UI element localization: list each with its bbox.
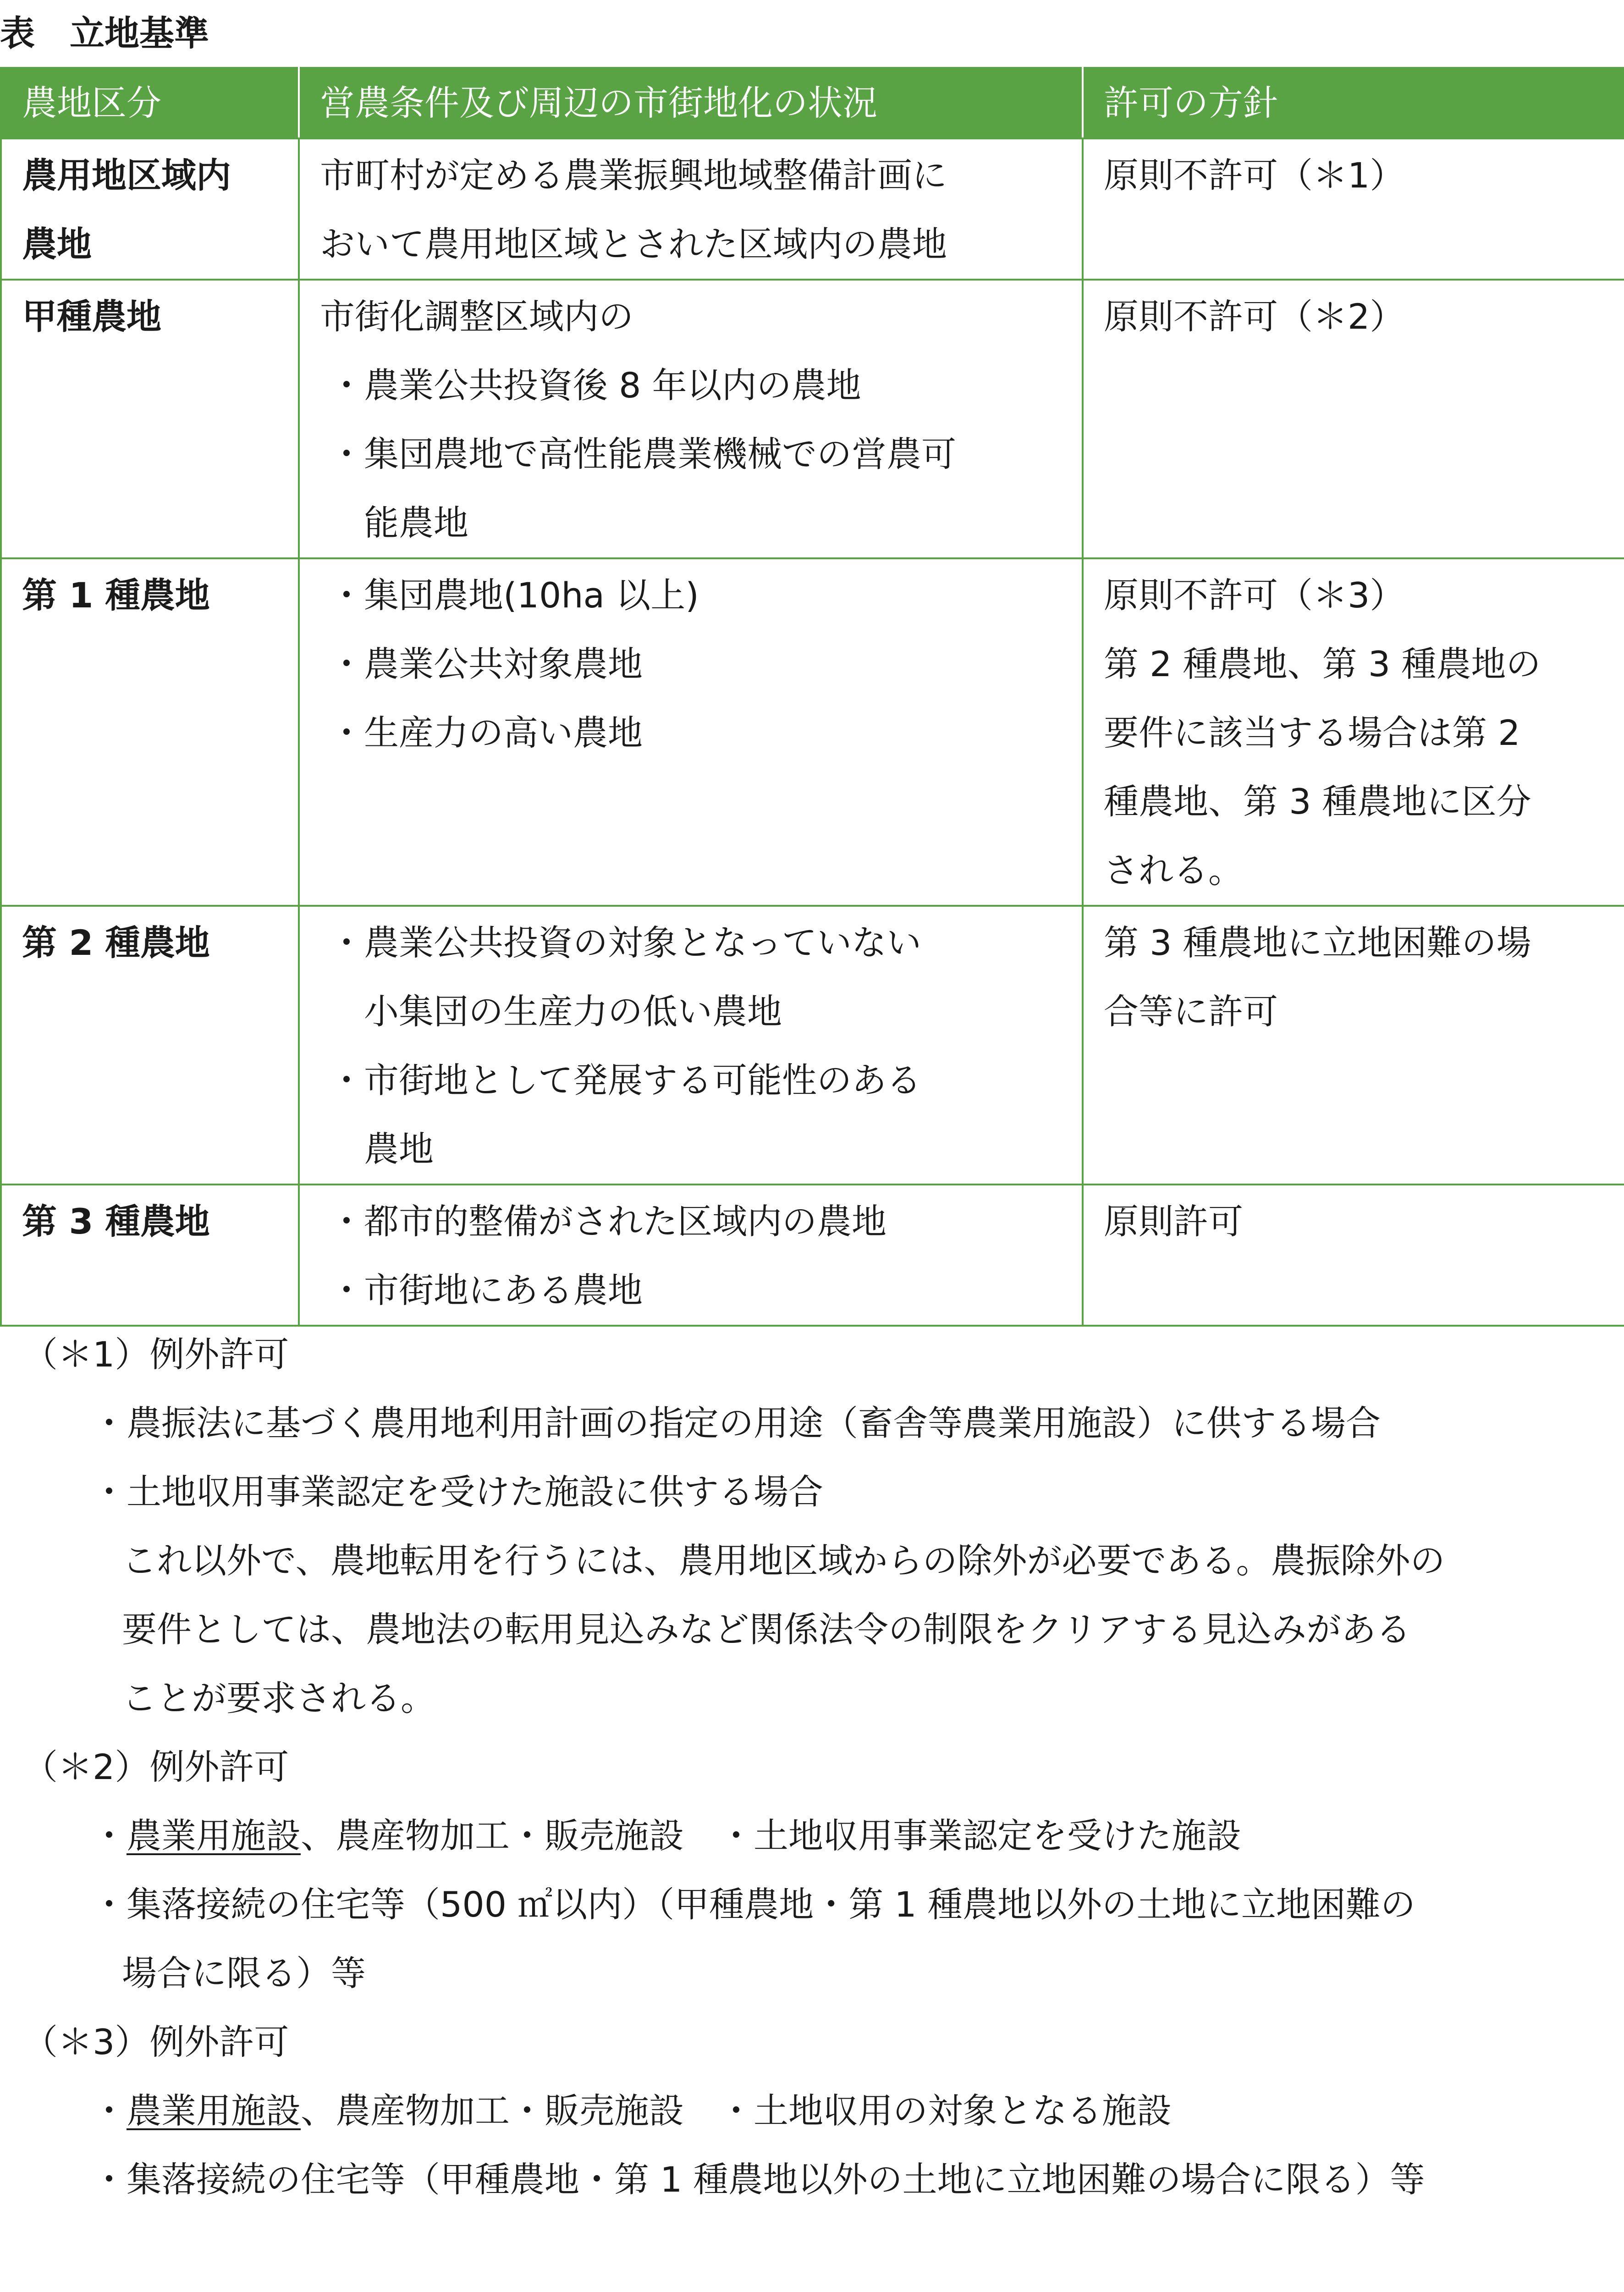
condition-text: 農地 [364,1129,434,1169]
note3-item-rest: 、農産物加工・販売施設 ・土地収用の対象となる施設 [301,2090,1172,2131]
conditions-cell [299,138,1083,280]
note1-heading: （＊1）例外許可 [23,1334,289,1375]
siting-criteria-table [0,67,1624,1327]
farmland-class-text: 農地 [22,224,92,264]
condition-bullet: ・農業公共対象農地 [329,644,643,684]
note1-paragraph-line: ことが要求される。 [122,1678,435,1719]
farmland-class-cell [1,1185,299,1326]
policy-cell [1083,906,1624,1185]
policy-text: 原則不許可（＊3） [1104,575,1405,616]
table-row [1,906,1624,1185]
conditions-cell [299,558,1083,906]
condition-bullet: ・集団農地で高性能農業機械での営農可 [329,434,956,474]
note3-item [0,2077,1624,2145]
table-header-row [1,68,1624,138]
note1-paragraph-line: 要件としては、農地法の転用見込みなど関係法令の制限をクリアする見込みがある [122,1609,1411,1650]
farmland-class-text: 第 1 種農地 [22,575,210,616]
condition-text: おいて農用地区域とされた区域内の農地 [320,224,947,264]
condition-bullet: ・農業公共投資後 8 年以内の農地 [329,365,861,406]
header-policy: 許可の方針 [1083,68,1624,138]
policy-cell [1083,1185,1624,1326]
farmland-class-cell [1,280,299,558]
note2-item-continuation: 場合に限る）等 [122,1953,366,1994]
condition-bullet: ・生産力の高い農地 [329,712,643,753]
policy-text: 合等に許可 [1104,991,1278,1032]
note2-underlined-term: 農業用施設 [127,1815,301,1856]
policy-cell [1083,558,1624,906]
table-row [1,138,1624,280]
notes-section [0,1320,1624,2292]
note2-item-rest: 、農産物加工・販売施設 ・土地収用事業認定を受けた施設 [301,1815,1241,1856]
policy-text: 種農地、第 3 種農地に区分 [1104,781,1531,822]
condition-text: 市町村が定める農業振興地域整備計画に [320,155,947,196]
farmland-class-cell [1,138,299,280]
header-conditions: 営農条件及び周辺の市街地化の状況 [299,68,1083,138]
note1-item: ・土地収用事業認定を受けた施設に供する場合 [92,1471,823,1512]
policy-text: 原則不許可（＊1） [1104,155,1405,196]
farmland-class-cell [1,558,299,906]
reference-mark [41,2283,110,2292]
condition-bullet: ・都市的整備がされた区域内の農地 [329,1201,886,1242]
farmland-class-text: 甲種農地 [22,296,161,337]
farmland-class-text: 農用地区域内 [22,155,231,196]
condition-bullet: ・市街地として発展する可能性のある [329,1060,921,1101]
farmland-class-text: 第 2 種農地 [22,922,210,963]
final-note [0,2283,1624,2292]
conditions-cell [299,906,1083,1185]
policy-text: される。 [1104,850,1243,891]
policy-text: 原則許可 [1104,1201,1243,1242]
policy-text: 第 2 種農地、第 3 種農地の [1104,644,1541,684]
document-title: 表 立地基準 [0,13,209,54]
spacer [0,2214,1624,2283]
note3-item: ・集落接続の住宅等（甲種農地・第 1 種農地以外の土地に立地困難の場合に限る）等 [92,2159,1425,2200]
condition-bullet: ・市街地にある農地 [329,1270,643,1311]
policy-cell [1083,280,1624,558]
note3-item-prefix: ・ [92,2090,127,2131]
table-row [1,280,1624,558]
note2-heading: （＊2）例外許可 [23,1747,289,1787]
note2-item: ・集落接続の住宅等（500 ㎡以内）（甲種農地・第 1 種農地以外の土地に立地困難の [92,1884,1415,1925]
condition-text: 能農地 [364,502,468,543]
policy-text: 第 3 種農地に立地困難の場 [1104,922,1531,963]
note2-item [0,1802,1624,1870]
table-row [1,558,1624,906]
farmland-class-cell [1,906,299,1185]
policy-cell [1083,138,1624,280]
note1-item: ・農振法に基づく農用地利用計画の指定の用途（畜舎等農業用施設）に供する場合 [92,1403,1381,1444]
note3-underlined-term: 農業用施設 [127,2090,301,2131]
condition-text: 小集団の生産力の低い農地 [364,991,782,1032]
conditions-cell [299,280,1083,558]
note2-item-prefix: ・ [92,1815,127,1856]
policy-text: 原則不許可（＊2） [1104,296,1405,337]
policy-text: 要件に該当する場合は第 2 [1104,712,1520,753]
condition-bullet: ・農業公共投資の対象となっていない [329,922,921,963]
conditions-cell [299,1185,1083,1326]
note3-heading: （＊3）例外許可 [23,2022,289,2062]
farmland-class-text: 第 3 種農地 [22,1201,210,1242]
header-farmland-class: 農地区分 [1,68,299,138]
condition-bullet: ・集団農地(10ha 以上) [329,575,699,616]
condition-text: 市街化調整区域内の [320,296,633,337]
note1-paragraph-line: これ以外で、農地転用を行うには、農用地区域からの除外が必要である。農振除外の [122,1540,1445,1581]
table-row [1,1185,1624,1326]
